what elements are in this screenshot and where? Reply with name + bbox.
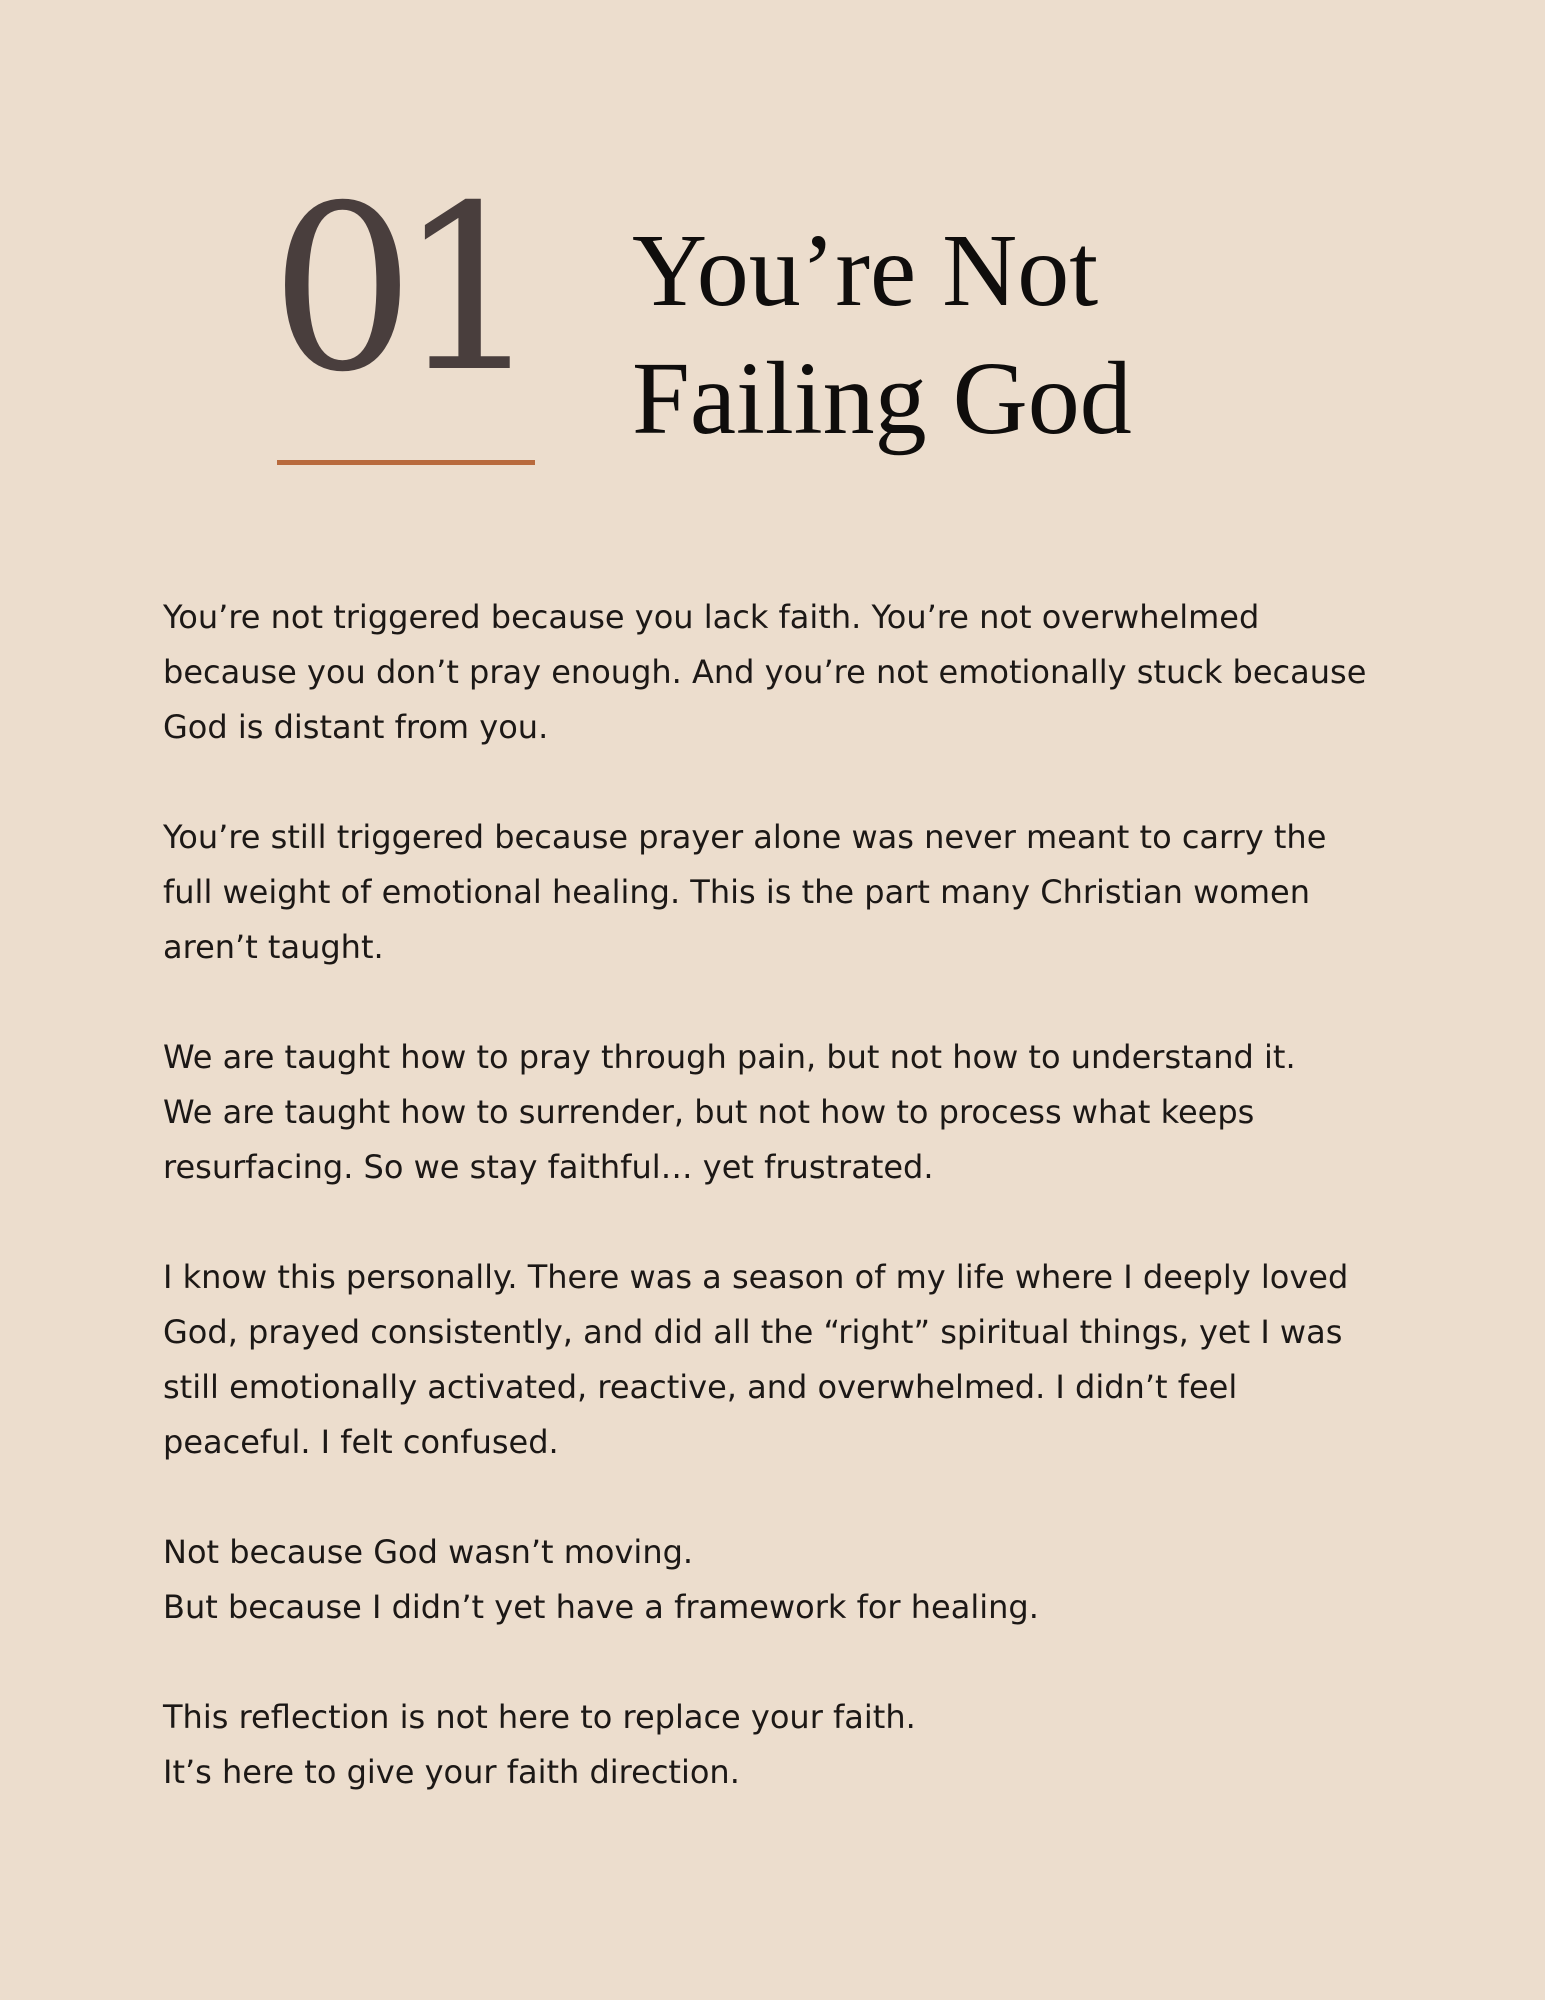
paragraph [163, 1525, 1393, 1635]
paragraph-line: Not because God wasn’t moving. [163, 1533, 694, 1571]
paragraph [163, 810, 1393, 975]
paragraph-line: You’re still triggered because prayer alone was never meant to carry the [163, 818, 1327, 856]
paragraph-line: We are taught how to pray through pain, but not how to understand it. [163, 1038, 1296, 1076]
paragraph-line: We are taught how to surrender, but not how to process what keeps [163, 1093, 1255, 1131]
paragraph-line: This reflection is not here to replace your faith. [163, 1698, 916, 1736]
paragraph-line: I know this personally. There was a season of my life where I deeply loved [163, 1258, 1349, 1296]
paragraph [163, 1250, 1393, 1470]
paragraph-line: because you don’t pray enough. And you’re not emotionally stuck because [163, 653, 1367, 691]
body-text [163, 590, 1393, 1855]
paragraph-line: But because I didn’t yet have a framework for healing. [163, 1588, 1039, 1626]
paragraph-line: full weight of emotional healing. This is the part many Christian women [163, 873, 1310, 911]
paragraph-line: It’s here to give your faith direction. [163, 1753, 740, 1791]
paragraph-line: resurfacing. So we stay faithful… yet frustrated. [163, 1148, 934, 1186]
paragraph-line: You’re not triggered because you lack faith. You’re not overwhelmed [163, 598, 1260, 636]
paragraph-line: God, prayed consistently, and did all the “right” spiritual things, yet I was [163, 1313, 1343, 1351]
chapter-title-line: Failing God [632, 341, 1132, 456]
chapter-number-underline [277, 460, 535, 465]
chapter-title [632, 207, 1352, 463]
paragraph [163, 1690, 1393, 1800]
chapter-number: 01 [270, 156, 525, 422]
chapter-title-line: You’re Not [632, 213, 1099, 328]
paragraph [163, 1030, 1393, 1195]
paragraph-line: God is distant from you. [163, 708, 549, 746]
paragraph-line: still emotionally activated, reactive, and overwhelmed. I didn’t feel [163, 1368, 1238, 1406]
paragraph-line: aren’t taught. [163, 928, 384, 966]
paragraph [163, 590, 1393, 755]
paragraph-line: peaceful. I felt confused. [163, 1423, 559, 1461]
